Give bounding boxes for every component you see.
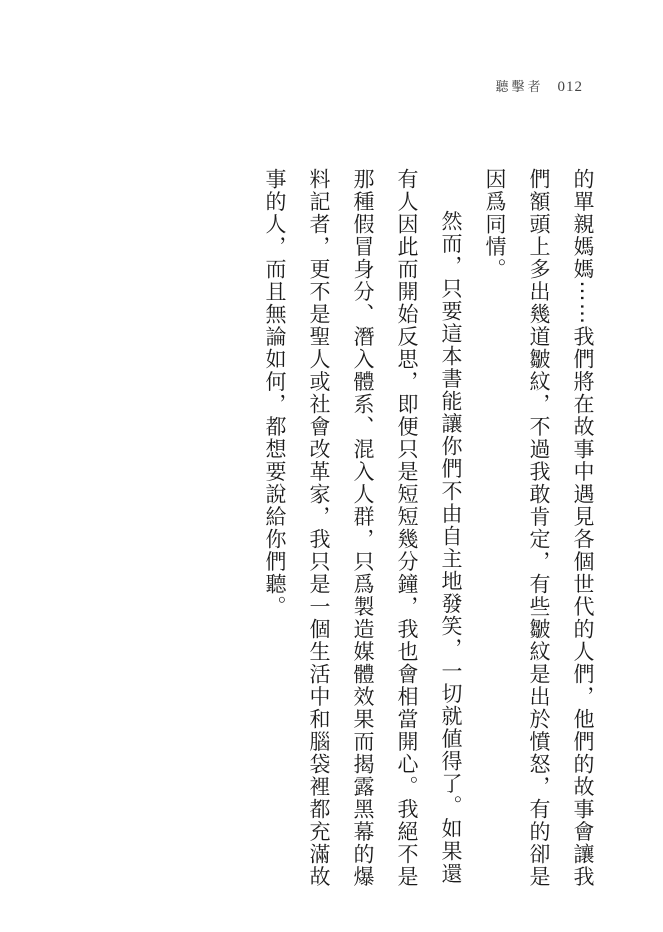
page-number: 012 xyxy=(557,79,583,95)
body-text xyxy=(263,168,605,888)
paragraph: 然而，只要這本書能讓你們不由自主地發笑，一切就値得了。如果還有人因此而開始反思，即便只是短短幾分鐘，我也會相當開心。我絕不是那種假冒身分、潛入體系、混入人群，只爲製造媒體效果而揭露黑幕的爆料記者，更不是聖人或社會改革家，我只是一個生活中和腦袋裡都充滿故事的人，而且無論如何，都想要說給你們聽。 xyxy=(263,168,463,888)
paragraph-continued: 的單親媽媽⋯⋯我們將在故事中遇見各個世代的人們，他們的故事會讓我們額頭上多出幾道皺紋，不過我敢肯定，有些皺紋是出於憤怒，有的卻是因爲同情。 xyxy=(483,168,595,888)
running-head-book-title: 聽擊者 xyxy=(495,80,544,95)
running-head xyxy=(495,76,583,96)
